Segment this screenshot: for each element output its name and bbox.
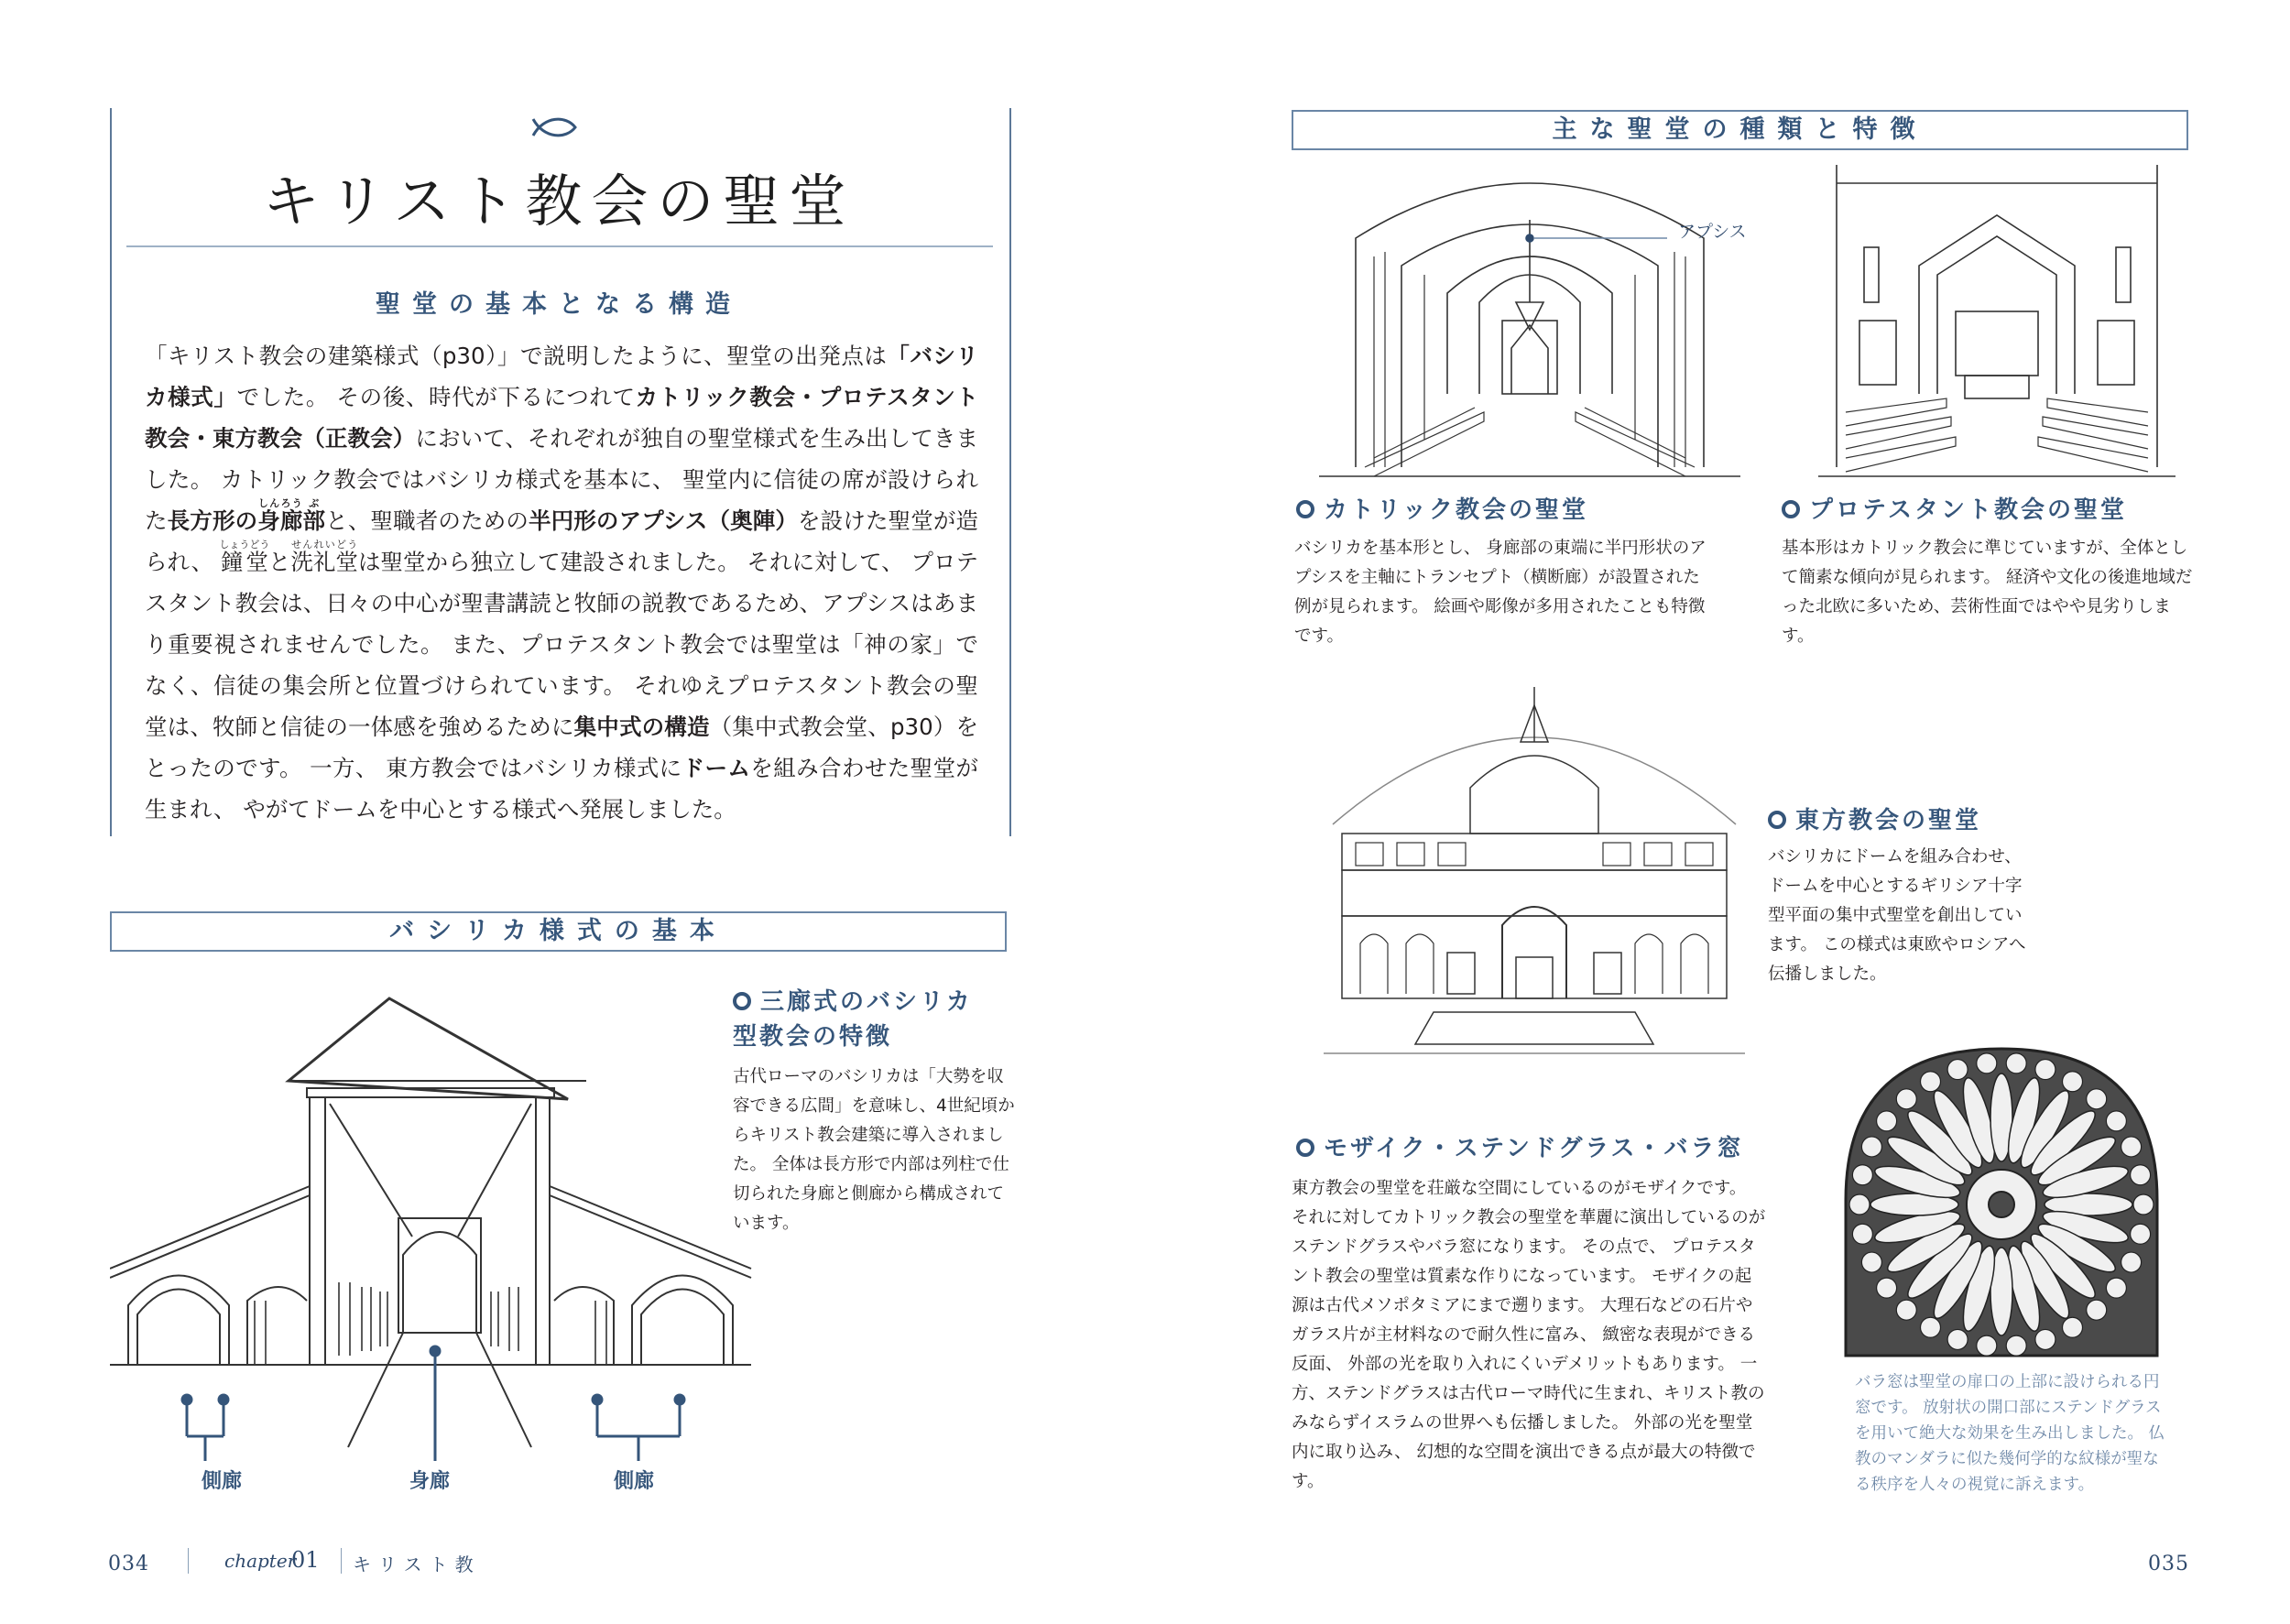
catholic-subheading <box>1296 493 1588 528</box>
nave-subheading-line1: 三廊式のバシリカ <box>760 988 973 1016</box>
catholic-description: バシリカを基本形とし、 身廊部の東端に半円形状のアプシスを主軸にトランセプト（横断廊）が設置された例が見られます。 絵画や彫像が多用されたことも特徴です。 <box>1294 539 1707 646</box>
intro-text-run: 部ぶ <box>302 497 326 534</box>
intro-text-run: 長方形の <box>167 507 258 534</box>
rose-outer-roundel <box>1852 1165 1872 1185</box>
intro-text-run: 「バシリカ様式」 <box>145 343 979 410</box>
label-side-aisle-right: 側廊 <box>614 1470 655 1493</box>
mosaic-title: モザイク・ステンドグラス・バラ窓 <box>1324 1135 1744 1162</box>
orthodox-subheading <box>1768 803 1981 838</box>
intro-text-run: 半円形のアプシス（奥陣） <box>529 507 799 534</box>
page-number-right: 035 <box>2148 1553 2189 1575</box>
mosaic-subheading <box>1296 1131 1744 1166</box>
protestant-description: 基本形はカトリック教会に準じていますが、全体として簡素な傾向が見られます。 経済や文化の後進地域だった北欧に多いため、芸術性面ではやや見劣りします。 <box>1782 539 2193 646</box>
catholic-interior-illustration <box>1319 165 1740 485</box>
chapter-name: キリスト教 <box>353 1553 481 1575</box>
footer-divider <box>341 1548 342 1574</box>
rose-outer-roundel <box>2106 1278 2126 1298</box>
rose-outer-roundel <box>2087 1089 2107 1109</box>
rose-outer-roundel <box>2131 1165 2151 1185</box>
rose-window-illustration <box>1827 1044 2176 1369</box>
orthodox-description: バシリカにドームを組み合わせ、ドームを中心とするギリシア十字型平面の集中式聖堂を創出しています。 この様式は東欧やロシアへ伝播しました。 <box>1768 847 2026 984</box>
rose-outer-roundel <box>1896 1300 1916 1320</box>
intro-paragraph <box>145 335 978 830</box>
nave-subheading-line2: 型教会の特徴 <box>733 1023 893 1051</box>
rose-outer-roundel <box>2121 1137 2142 1157</box>
rose-window-caption: バラ窓は聖堂の扉口の上部に設けられる円窓です。 放射状の開口部にステンドグラスを用いて絶大な効果を生み出しました。 仏教のマンダラに似た幾何学的な紋様が聖なる秩序を人々の視覚に訴えます。 <box>1855 1373 2165 1494</box>
intro-text-run: （集中式教会堂、p30）をとったのです。 一方、 東方教会ではバシリカ様式に <box>145 714 979 781</box>
bullet-ring-icon <box>1768 811 1786 829</box>
intro-text-run: 集中式の構造 <box>573 714 710 740</box>
rose-outer-roundel <box>1921 1072 1941 1092</box>
rose-outer-roundel <box>2133 1194 2154 1215</box>
types-section-heading: 主な聖堂の種類と特徴 <box>1292 110 2188 150</box>
rose-outer-roundel <box>1977 1053 1997 1074</box>
protestant-interior-illustration <box>1818 165 2176 485</box>
rose-outer-roundel <box>1896 1089 1916 1109</box>
rose-outer-roundel <box>2121 1252 2142 1272</box>
label-nave: 身廊 <box>409 1470 451 1493</box>
intro-text-run: を設けた聖堂が造られ、 <box>145 507 979 575</box>
rose-outer-roundel <box>2035 1060 2056 1080</box>
rose-outer-roundel <box>2006 1335 2026 1356</box>
label-side-aisle-left: 側廊 <box>202 1470 243 1493</box>
rose-outer-roundel <box>1849 1194 1870 1215</box>
rose-outer-roundel <box>1877 1278 1897 1298</box>
page-number-left: 034 <box>108 1553 149 1575</box>
rose-outer-roundel <box>1947 1329 1968 1349</box>
rose-outer-roundel <box>1921 1317 1941 1337</box>
orthodox-title: 東方教会の聖堂 <box>1795 807 1982 834</box>
footer-divider <box>188 1548 189 1574</box>
rose-outer-roundel <box>2106 1111 2126 1131</box>
protestant-subheading <box>1782 493 2127 528</box>
basilica-section-heading: バシリカ様式の基本 <box>110 911 1007 952</box>
rose-outer-roundel <box>1877 1111 1897 1131</box>
section-heading-structure: 聖堂の基本となる構造 <box>376 290 742 319</box>
rose-outer-roundel <box>2063 1072 2083 1092</box>
bullet-ring-icon <box>1296 500 1314 518</box>
bullet-ring-icon <box>1296 1139 1314 1157</box>
intro-text-run: でした。 その後、時代が下るにつれて <box>236 384 636 410</box>
fish-icon <box>529 112 586 143</box>
chapter-label: chapter <box>224 1550 297 1572</box>
intro-text-run: カトリック教会・プロテスタント教会・東方教会（正教会） <box>145 384 979 452</box>
intro-text-run: と、聖職者のための <box>325 507 529 534</box>
rose-outer-roundel <box>2131 1224 2151 1244</box>
intro-text-run: 鐘堂しょうどう <box>219 539 270 575</box>
title-divider <box>126 245 993 247</box>
mosaic-description: 東方教会の聖堂を荘厳な空間にしているのがモザイクです。 それに対してカトリック教会の聖堂を華麗に演出しているのがステンドグラスやバラ窓になります。 その点で、 プロテスタント教会の聖堂は質素な作りになっています。 モザイクの起源は古代メソポタミアにまで遡ります。 大理石などの石片やガラス片が主材料なので耐久性に富み、 緻密な表現ができる反面、 外部の光を取り入れにくいデメリットもあります。 一方、ステンドグラスは古代ローマ時代に生まれ、キリスト教のみならずイスラムの世界へも伝播しました。 外部の光を聖堂内に取り込み、 幻想的な空間を演出できる点が最大の特徴です。 <box>1292 1179 1766 1491</box>
bullet-ring-icon <box>1782 500 1800 518</box>
rose-outer-roundel <box>1861 1252 1881 1272</box>
intro-text-run: は聖堂から独立して建設されました。 それに対して、 プロテスタント教会は、日々の中心が聖書講読と牧師の説教であるため、アプシスはあまり重要視されませんでした。 また、プロテスタント教会では聖堂は「神の家」でなく、信徒の集会所と位置づけられています。 それゆえプロテスタント教会の聖堂は、牧師と信徒の一体感を強めるために <box>145 549 979 740</box>
nave-description: 古代ローマのバシリカは「大勢を収容できる広間」を意味し、4世紀頃からキリスト教会建築に導入されました。 全体は長方形で内部は列柱で仕切られた身廊と側廊から構成されています。 <box>733 1067 1015 1233</box>
protestant-title: プロテスタント教会の聖堂 <box>1809 496 2127 524</box>
page-title: キリスト教会の聖堂 <box>262 168 856 234</box>
nave-subheading <box>733 985 1026 1054</box>
basilica-cross-section-illustration <box>110 989 769 1502</box>
intro-text-run: 洗礼堂せんれいどう <box>290 539 358 575</box>
apse-callout-label: アプシス <box>1678 222 1747 242</box>
rose-outer-roundel <box>2087 1300 2107 1320</box>
intro-text-run: 「キリスト教会の建築様式（p30）」で説明したように、聖堂の出発点は <box>145 343 888 369</box>
rose-outer-roundel <box>2006 1053 2026 1074</box>
intro-text-run: 身廊しんろう <box>257 497 303 534</box>
intro-text-run: において、それぞれが独自の聖堂様式を生み出してきました。 カトリック教会ではバシリカ様式を基本に、 聖堂内に信徒の席が設けられた <box>145 425 978 534</box>
rose-outer-roundel <box>2063 1317 2083 1337</box>
intro-text-run: と <box>267 549 291 575</box>
chapter-number: 01 <box>291 1547 320 1573</box>
orthodox-iconostasis-illustration <box>1324 678 1745 1063</box>
rose-outer-roundel <box>1977 1335 1997 1356</box>
rose-outer-roundel <box>1852 1224 1872 1244</box>
rose-outer-roundel <box>2035 1329 2056 1349</box>
rose-outer-roundel <box>1861 1137 1881 1157</box>
rose-outer-roundel <box>1947 1060 1968 1080</box>
intro-text-run: を組み合わせた聖堂が生まれ、 やがてドームを中心とする様式へ発展しました。 <box>145 755 979 823</box>
intro-text-run: ドーム <box>682 755 751 781</box>
catholic-title: カトリック教会の聖堂 <box>1324 496 1588 524</box>
